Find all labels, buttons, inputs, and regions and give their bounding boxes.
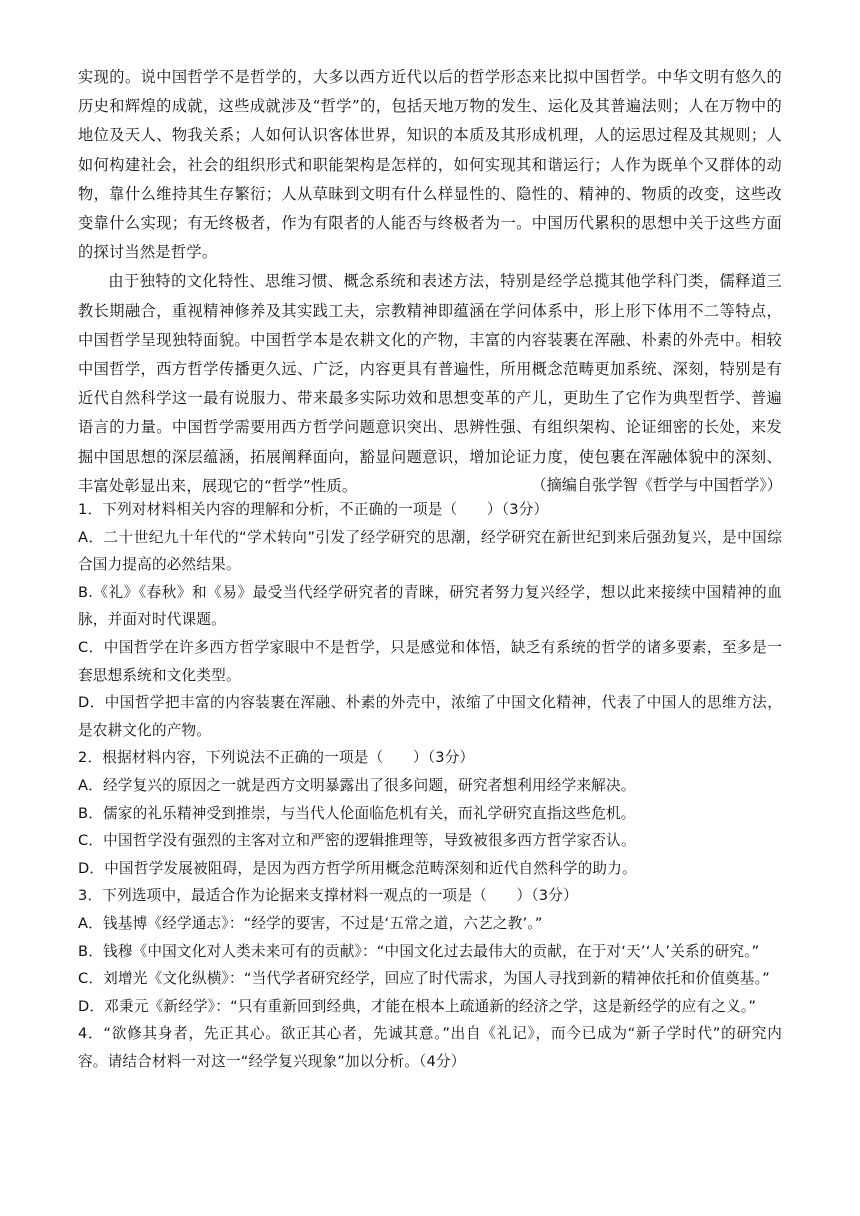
passage-paragraph-1: 实现的。说中国哲学不是哲学的，大多以西方近代以后的哲学形态来比拟中国哲学。中华文明有悠久的历史和辉煌的成就，这些成就涉及“哲学”的，包括天地万物的发生、运化及其普遍法则；人在万物中的地位及天人、物我关系；人如何认识客体世界，知识的本质及其形成机理，人的运思过程及其规则；人如何构建社会，社会的组织形式和职能架构是怎样的，如何实现其和谐运行；人作为既单个又群体的动物，靠什么维持其生存繁衍；人从草昧到文明有什么样显性的、隐性的、精神的、物质的改变，这些改变靠什么实现；有无终极者，作为有限者的人能否与终极者为一。中国历代累积的思想中关于这些方面的探讨当然是哲学。 — [78, 68, 782, 262]
question-3-option-c: C．刘增光《文化纵横》：“当代学者研究经学，回应了时代需求，为国人寻找到新的精神依托和价值奠基。” — [78, 970, 770, 988]
question-1-option-c: C．中国哲学在许多西方哲学家眼中不是哲学，只是感觉和体悟，缺乏有系统的哲学的诸多要素，至多是一套思想系统和文化类型。 — [78, 638, 782, 684]
question-1-stem: 1．下列对材料相关内容的理解和分析，不正确的一项是（ ）（3分） — [78, 501, 549, 518]
question-1-option-a: A．二十世纪九十年代的“学术转向”引发了经学研究的思潮，经学研究在新世纪到来后强劲复兴，是中国综合国力提高的必然结果。 — [78, 528, 782, 574]
passage-source: （摘编自张学智《哲学与中国哲学》） — [531, 476, 782, 494]
passage-paragraph-2: 由于独特的文化特性、思维习惯、概念系统和表述方法，特别是经学总揽其他学科门类，儒释道三教长期融合，重视精神修养及其实践工夫，宗教精神即蕴涵在学问体系中，形上形下体用不二等特点，中国哲学呈现独特面貌。中国哲学本是农耕文化的产物，丰富的内容装裹在浑融、朴素的外壳中。相较中国哲学，西方哲学传播更久远、广泛，内容更具有普遍性，所用概念范畴更加系统、深刻，特别是有近代自然科学这一最有说服力、带来最多实际功效和思想变革的产儿，更助生了它作为典型哲学、普遍语言的力量。中国哲学需要用西方哲学问题意识突出、思辨性强、有组织架构、论证细密的长处，来发掘中国思想的深层蕴涵，拓展阐释面向，豁显问题意识，增加论证力度，使包裹在浑融体貌中的深刻、丰富处彰显出来，展现它的“哲学”性质。 — [78, 272, 782, 495]
question-2-option-a: A．经学复兴的原因之一就是西方文明暴露出了很多问题，研究者想利用经学来解决。 — [78, 776, 636, 794]
question-3-option-b: B．钱穆《中国文化对人类未来可有的贡献》：“中国文化过去最伟大的贡献，在于对‘天’‘人’关系的研究。” — [78, 942, 760, 960]
question-4-stem: 4．“欲修其身者，先正其心。欲正其心者，先诚其意。”出自《礼记》，而今已成为“新子学时代”的研究内容。请结合材料一对这一“经学复兴现象”加以分析。（4分） — [78, 1025, 782, 1070]
question-3-option-d: D．邓秉元《新经学》：“只有重新回到经典，才能在根本上疏通新的经济之学，这是新经学的应有之义。” — [78, 997, 757, 1015]
question-2-option-c: C．中国哲学没有强烈的主客对立和严密的逻辑推理等，导致被很多西方哲学家否认。 — [78, 832, 636, 850]
question-2-stem: 2．根据材料内容，下列说法不正确的一项是（ ）（3分） — [78, 749, 475, 767]
question-3-option-a: A．钱基博《经学通志》：“经学的要害，不过是‘五常之道，六艺之教’。” — [78, 914, 543, 932]
question-1-option-b: B.《礼》《春秋》和《易》最受当代经学研究者的青睐，研究者努力复兴经学，想以此来接续中国精神的血脉，并面对时代课题。 — [78, 583, 782, 629]
question-1-option-d: D．中国哲学把丰富的内容装裹在浑融、朴素的外壳中，浓缩了中国文化精神，代表了中国人的思维方法，是农耕文化的产物。 — [78, 694, 782, 739]
question-2-option-d: D．中国哲学发展被阻碍，是因为西方哲学所用概念范畴深刻和近代自然科学的助力。 — [78, 859, 637, 877]
question-section — [78, 496, 782, 1075]
question-2-option-b: B．儒家的礼乐精神受到推崇，与当代人伦面临危机有关，而礼学研究直指这些危机。 — [78, 804, 636, 822]
question-3-stem: 3．下列选项中，最适合作为论据来支撑材料一观点的一项是（ ）（3分） — [78, 887, 578, 905]
reading-passage — [78, 63, 782, 501]
